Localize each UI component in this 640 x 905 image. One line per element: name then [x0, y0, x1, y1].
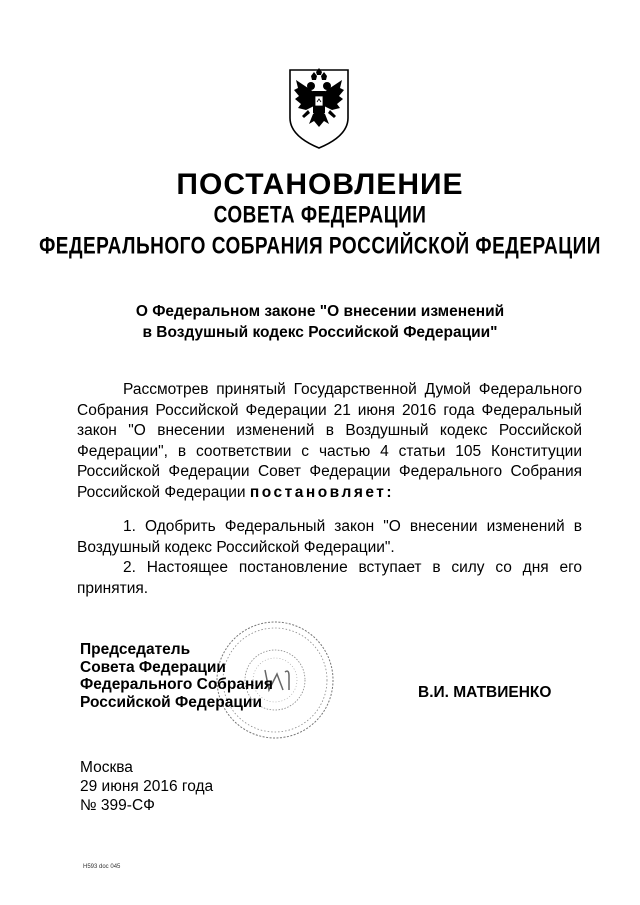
subject-line2: в Воздушный кодекс Российской Федерации": [142, 324, 498, 341]
city: Москва: [80, 759, 133, 776]
resolution-body: [77, 380, 582, 599]
resolution-subject: [0, 301, 640, 343]
date: 29 июня 2016 года: [80, 778, 214, 795]
resolves-word: постановляет:: [249, 483, 395, 501]
russian-coat-of-arms-icon: [284, 66, 354, 150]
signer-title-line1: Председатель: [80, 641, 191, 658]
resolution-item-1: 1. Одобрить Федеральный закон "О внесении изменений в Воздушный кодекс Российской Федерации".: [77, 518, 582, 556]
document-title: ПОСТАНОВЛЕНИЕ: [176, 168, 464, 201]
signer-title: [80, 641, 273, 711]
place-and-date: [80, 758, 213, 815]
footer-code: Н593 doc 045: [83, 864, 121, 870]
resolution-item-2: 2. Настоящее постановление вступает в силу со дня его принятия.: [77, 559, 582, 597]
signer-title-line4: Российской Федерации: [80, 693, 262, 711]
document-subtitle-line1: СОВЕТА ФЕДЕРАЦИИ: [213, 202, 427, 229]
signer-title-line2: Совета Федерации: [80, 658, 226, 676]
preamble-text: Рассмотрев принятый Государственной Думой Федерального Собрания Российской Федерации 21 июня 2016 года Федеральный закон "О внесении изменений в Воздушный кодекс Российской Федерации", в соответствии с частью 4 статьи 105 Конституции Российской Федерации Совет Федерации Федерального Собрания Российской Федерации: [77, 381, 582, 501]
preamble-paragraph: [77, 380, 582, 503]
document-subtitle-line2: ФЕДЕРАЛЬНОГО СОБРАНИЯ РОССИЙСКОЙ ФЕДЕРАЦИИ: [39, 233, 601, 260]
resolution-number: № 399-СФ: [80, 797, 155, 814]
signer-name: В.И. МАТВИЕНКО: [418, 684, 552, 701]
subject-line1: О Федеральном законе "О внесении изменений: [135, 303, 505, 320]
signer-title-line3: Федерального Собрания: [80, 676, 273, 693]
